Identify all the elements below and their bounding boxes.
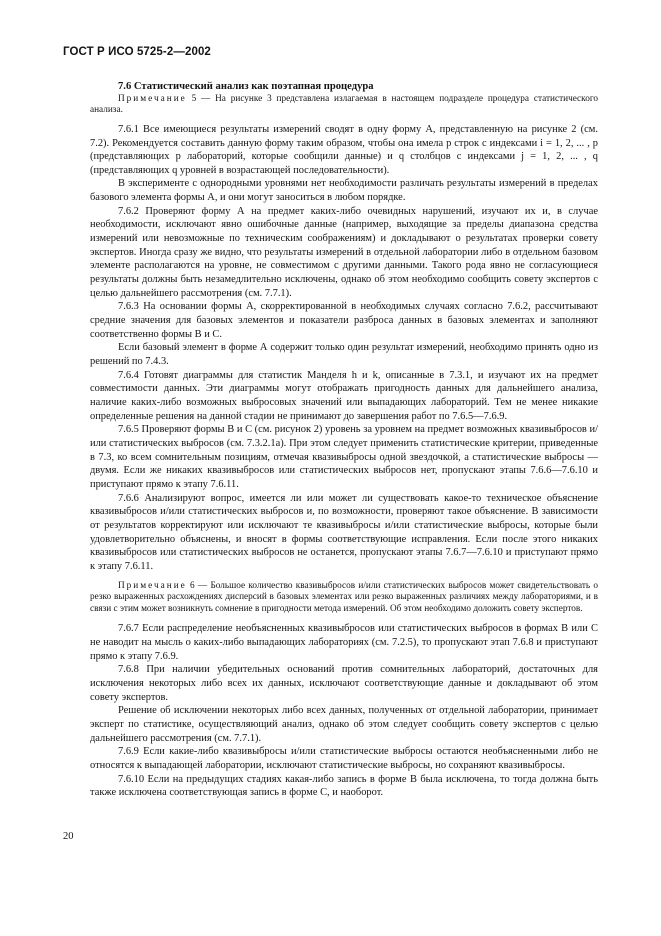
paragraph: Если базовый элемент в форме А содержит только один результат измерений, необходимо принять одно из решений по 7.4.3. <box>90 342 598 367</box>
page-number: 20 <box>63 831 74 842</box>
paragraph: 7.6.3 На основании формы А, скорректированной в необходимых случаях согласно 7.6.2, рассчитывают средние значения для базовых элементов и показатели разброса данных в базовых элементах и заполняют соответственно формы В и С. <box>90 301 598 340</box>
paragraph: Решение об исключении некоторых либо всех данных, полученных от отдельной лаборатории, принимает эксперт по статистике, осуществляющий анализ, однако об этом следует сообщить совету экспертов с целью дальнейшего рассмотрения (см. 7.7.1). <box>90 705 598 744</box>
paragraph: 7.6.8 При наличии убедительных оснований против сомнительных лабораторий, достаточных для исключения некоторых либо всех их данных, исключают соответствующие данные и докладывают об этом совету экспертов. <box>90 664 598 703</box>
paragraph: 7.6.1 Все имеющиеся результаты измерений сводят в одну форму А, представленную на рисунке 2 (см. 7.2). Рекомендуется составить данную форму таким образом, чтобы она имела p строк с индексами i = 1, 2, ... , p (представляющих p лабораторий, которые сообщили данные) и q столбцов с индексами j = 1, 2, ... , q (представляющих q уровней в возрастающей последовательности). <box>90 123 598 176</box>
note-6 <box>90 581 598 616</box>
paragraph: 7.6.7 Если распределение необъясненных квазивыбросов или статистических выбросов в формах В или С не наводит на мысль о каких-либо выпадающих лабораториях (см. 7.2.5), то пропускают этап 7.6.8 и приступают прямо к этапу 7.6.9. <box>90 623 598 662</box>
note-text: 5 — На рисунке 3 представлена излагаемая в настоящем подразделе процедура статистического анализа. <box>90 93 599 116</box>
paragraph: 7.6.4 Готовят диаграммы для статистик Манделя h и k, описанные в 7.3.1, и изучают их на предмет совместимости данных. Эти диаграммы могут отображать пригодность данных для дальнейшего анализа, наличие каких-либо возможных выбросовых значений или выпадающих лабораторий. Тем не менее никакие определенные решения на данной стадии не принимают до завершения работ по 7.6.5—7.6.9. <box>90 369 598 422</box>
note-5 <box>90 94 598 117</box>
paragraph: 7.6.2 Проверяют форму А на предмет каких-либо очевидных нарушений, изучают их и, в случае необходимости, исключают явно ошибочные данные (например, выходящие за пределы диапазона средства измерений или невозможные по техническим соображениям) и докладывают о результатах проверки совету экспертов. Иногда сразу же видно, что результаты измерений в отдельной лаборатории либо в отдельном базовом элементе располагаются на уровне, не совместимом с другими данными. Такого рода явно не согласующиеся результаты должны быть незамедлительно исключены, однако об этом необходимо сообщить совету экспертов с целью дальнейшего рассмотрения (см. 7.7.1). <box>90 205 598 299</box>
paragraph: 7.6.6 Анализируют вопрос, имеется ли или может ли существовать какое-то техническое объяснение квазивыбросов и/или статистических выбросов и, по возможности, проверяют такое объяснение. В зависимости от результатов корректируют или исключают те квазивыбросы и/или статистические выбросы, которые были удовлетворительно объяснены, и вносят в формы соответствующие исправления. Если после этого никаких квазивыбросов или статистических выбросов не останется, пропускают этапы 7.6.7—7.6.10 и приступают прямо к этапу 7.6.11. <box>90 492 598 572</box>
note-text: 6 — Большое количество квазивыбросов и/или статистических выбросов может свидетельствовать о резко выраженных расхождениях дисперсий в базовых элементах или резко выраженных различиях между лабораториями, и в связи с этим может возникнуть сомнение в пригодности метода измерений. Об этом необходимо доложить совету экспертов. <box>90 580 598 614</box>
document-body <box>90 80 598 800</box>
paragraph: 7.6.9 Если какие-либо квазивыбросы и/или статистические выбросы остаются необъясненными либо не относятся к выпадающей лаборатории, исключают статистические выбросы, но сохраняют квазивыбросы. <box>90 746 598 771</box>
section-heading: 7.6 Статистический анализ как поэтапная процедура <box>118 81 374 92</box>
note-label: Примечание <box>118 93 187 104</box>
paragraph: 7.6.5 Проверяют формы В и С (см. рисунок 2) уровень за уровнем на предмет возможных квазивыбросов и/или статистических выбросов (см. 7.3.2.1а). При этом следует применить статистические критерии, приведенные в 7.3, ко всем сомнительным позициям, отмечая квазивыбросы одной звездочкой, а статистические выбросы — двумя. Если же никаких квазивыбросов или статистических выбросов нет, пропускают этапы 7.6.6—7.6.10 и приступают прямо к этапу 7.6.11. <box>90 424 598 490</box>
standard-header: ГОСТ Р ИСО 5725-2—2002 <box>63 46 211 58</box>
note-label: Примечание <box>118 580 187 591</box>
paragraph: В эксперименте с однородными уровнями нет необходимости различать результаты измерений в пределах базового элемента формы А, и они могут заноситься в любом порядке. <box>90 178 598 204</box>
paragraph: 7.6.10 Если на предыдущих стадиях какая-либо запись в форме В была исключена, то тогда должна быть также исключена соответствующая запись в форме С, и наоборот. <box>90 773 598 799</box>
